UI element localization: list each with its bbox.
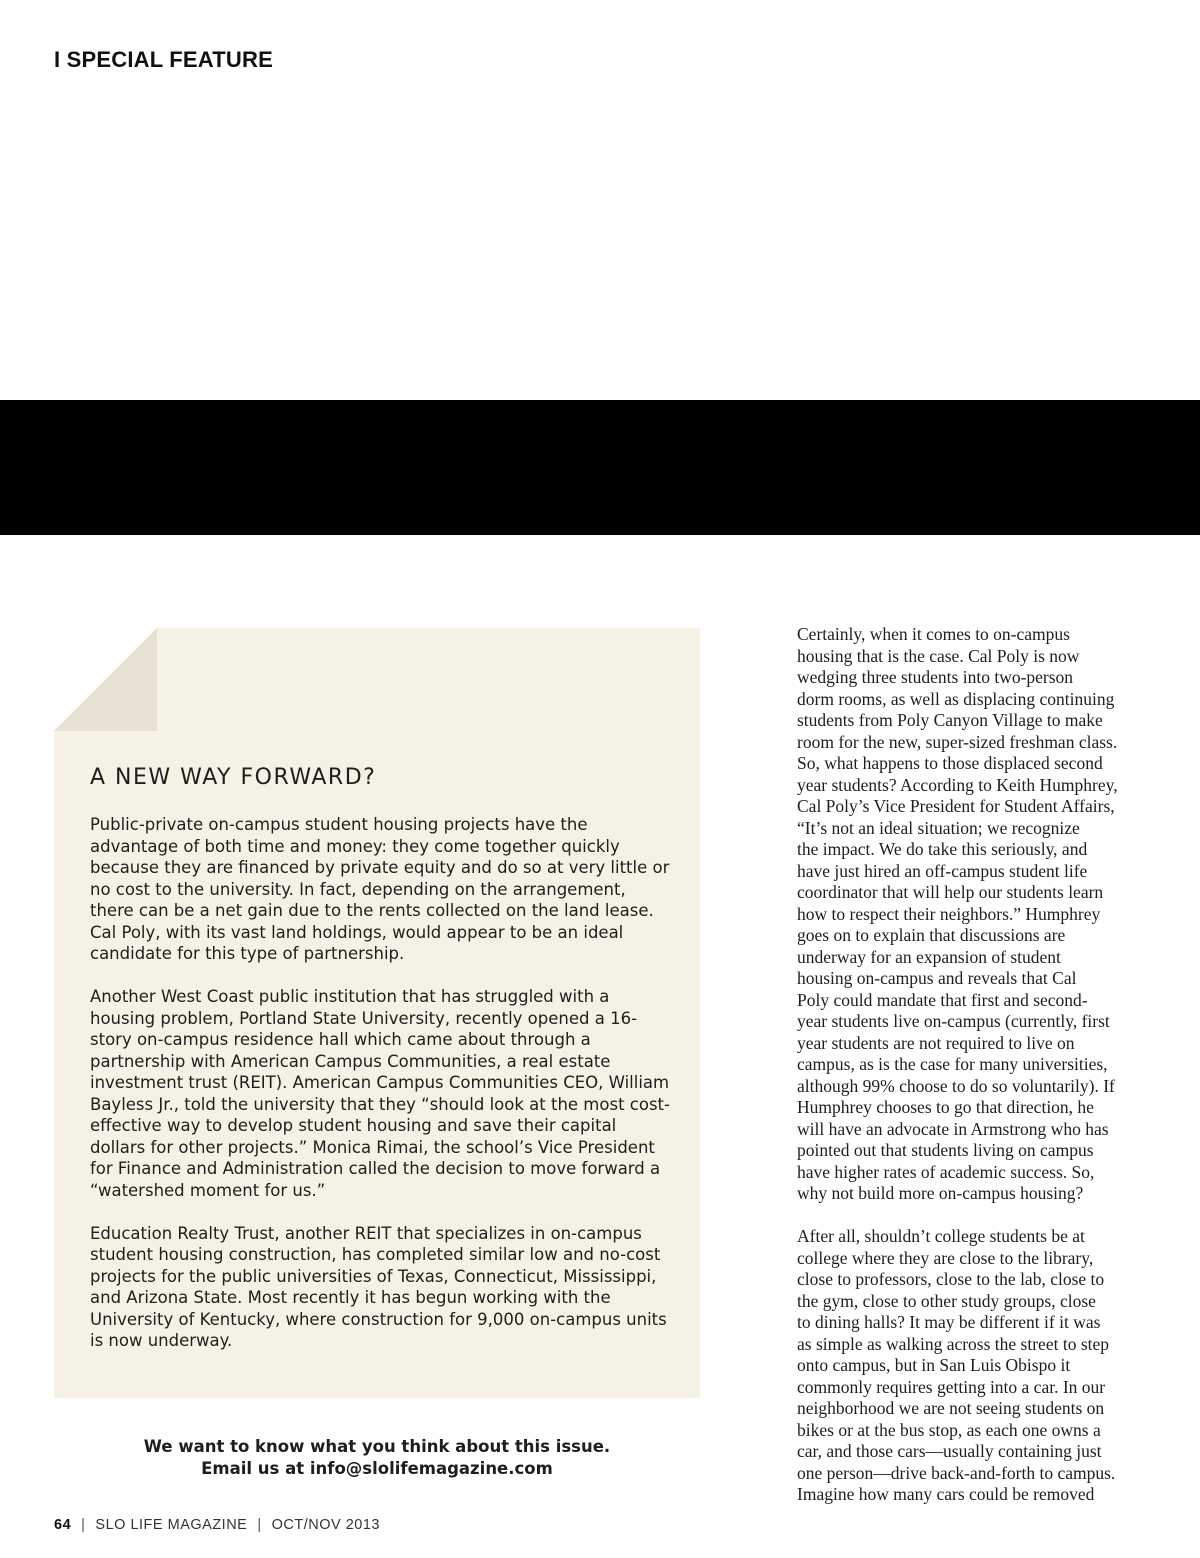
article-column [797,624,1157,1527]
article-line: car, and those cars—usually containing just [797,1441,1102,1461]
article-line: have just hired an off-campus student life [797,860,1088,881]
article-line: Cal Poly’s Vice President for Student Affairs, [797,796,1115,816]
article-line: underway for an expansion of student [797,946,1061,967]
article-line: one person—drive back-and-forth to campus. [797,1462,1116,1483]
article-line: wedging three students into two-person [797,667,1074,687]
article-line: year students? According to Keith Humphrey, [797,774,1118,795]
article-line: housing that is the case. Cal Poly is now [797,645,1080,666]
article-line: pointed out that students living on campus [797,1140,1094,1160]
article-line: Certainly, when it comes to on-campus [797,624,1070,644]
article-line: to dining halls? It may be different if it was [797,1312,1101,1332]
page-footer [54,1517,380,1533]
feedback-prompt: We want to know what you think about this issue. [143,1437,611,1456]
sidebar-heading: A NEW WAY FORWARD? [90,765,377,790]
black-banner [0,400,1200,535]
sidebar-paragraph: Public-private on-campus student housing projects have the advantage of both time and money: they come together quickly because they are financed by private equity and do so at very little or no cost to the university. In fact, depending on the arrangement, there can be a net gain due to the rents collected on the land lease. Cal Poly, with its vast land holdings, would appear to be an ideal candidate for this type of partnership. [90,815,670,963]
article-line: how to respect their neighbors.” Humphrey [797,903,1101,924]
article-line: will have an advocate in Armstrong who has [797,1118,1109,1139]
article-paragraph [797,624,1157,1205]
article-line: year students are not required to live on [797,1032,1075,1053]
article-line: So, what happens to those displaced second [797,753,1103,773]
sidebar-paragraph: Another West Coast public institution that has struggled with a housing problem, Portland State University, recently opened a 16-story on-campus residence hall which came about through a partnership with American Campus Communities, a real estate investment trust (REIT). American Campus Communities CEO, William Bayless Jr., told the university that they “should look at the most cost-effective way to develop student housing and save their capital dollars for other projects.” Monica Rimai, the school’s Vice President for Finance and Administration called the decision to move forward a “watershed moment for us.” [90,987,670,1200]
article-line: why not build more on-campus housing? [797,1183,1084,1203]
footer-separator: | [81,1517,86,1533]
article-line: although 99% choose to do so voluntarily). If [797,1075,1115,1096]
page-number: 64 [54,1517,72,1533]
article-line: close to professors, close to the lab, close to [797,1269,1105,1289]
article-line: the gym, close to other study groups, close [797,1290,1096,1311]
article-line: housing on-campus and reveals that Cal [797,968,1077,988]
sidebar-paragraph: Education Realty Trust, another REIT that specializes in on-campus student housing construction, has completed similar low and no-cost projects for the public universities of Texas, Connecticut, Mississippi, and Arizona State. Most recently it has begun working with the University of Kentucky, where construction for 9,000 on-campus units is now underway. [90,1223,667,1350]
sidebar-body [90,814,670,1373]
article-line: goes on to explain that discussions are [797,925,1066,945]
article-line: students from Poly Canyon Village to make [797,710,1103,730]
publication-name: SLO LIFE MAGAZINE [95,1517,248,1533]
article-line: bikes or at the bus stop, as each one owns a [797,1419,1101,1440]
article-line: the impact. We do take this seriously, and [797,839,1088,859]
article-line: commonly requires getting into a car. In our [797,1376,1106,1397]
issue-date: OCT/NOV 2013 [271,1517,380,1533]
article-line: coordinator that will help our students learn [797,882,1104,902]
article-line: have higher rates of academic success. So, [797,1161,1095,1182]
article-line: room for the new, super-sized freshman class. [797,731,1118,752]
article-line: After all, shouldn’t college students be at [797,1226,1085,1246]
article-line: neighborhood we are not seeing students on [797,1398,1105,1418]
footer-separator: | [257,1517,262,1533]
article-line: onto campus, but in San Luis Obispo it [797,1355,1071,1375]
article-line: dorm rooms, as well as displacing continuing [797,688,1115,709]
article-line: “It’s not an ideal situation; we recognize [797,817,1080,838]
article-line: as simple as walking across the street to step [797,1333,1110,1354]
article-line: Poly could mandate that first and second- [797,989,1088,1010]
article-paragraph [797,1226,1157,1506]
article-line: Imagine how many cars could be removed [797,1484,1095,1504]
feedback-email: Email us at info@slolifemagazine.com [201,1459,553,1478]
article-line: campus, as is the case for many universities, [797,1054,1108,1074]
article-line: year students live on-campus (currently, first [797,1011,1110,1031]
section-label: I SPECIAL FEATURE [54,47,273,72]
article-line: Humphrey chooses to go that direction, he [797,1097,1094,1117]
article-line: college where they are close to the library, [797,1247,1094,1268]
page-curl-corner [54,628,157,731]
